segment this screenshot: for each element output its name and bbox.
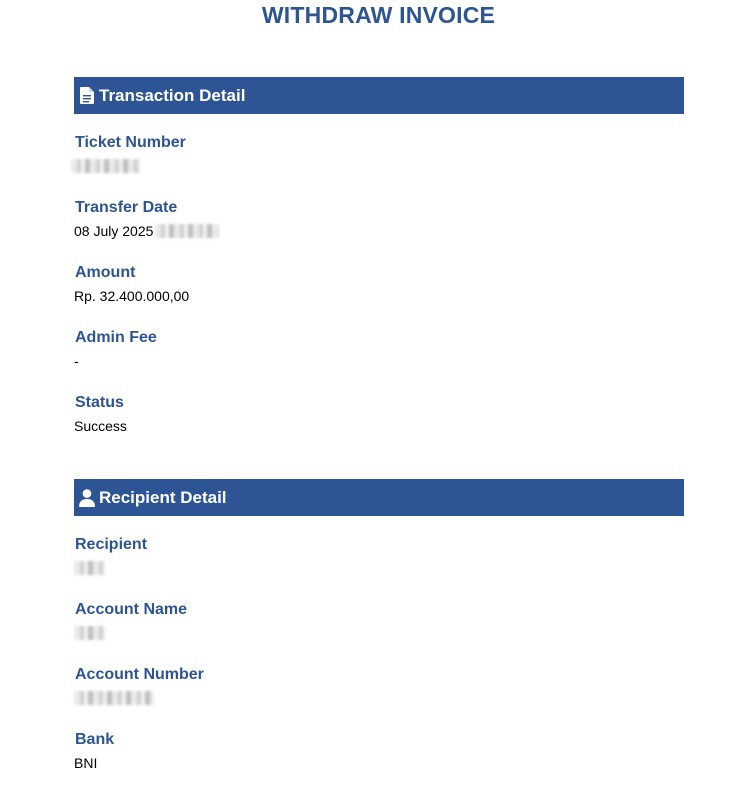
redacted-recipient (74, 561, 106, 575)
account-name-field (74, 601, 674, 641)
bank-value: BNI (74, 755, 98, 771)
transfer-date-label: Transfer Date (75, 199, 178, 216)
account-name-label: Account Name (75, 601, 188, 618)
amount-field (74, 264, 674, 304)
account-number-label: Account Number (75, 666, 204, 683)
user-icon (78, 489, 96, 507)
amount-value: Rp. 32.400.000,00 (74, 288, 190, 304)
redacted-transfer-time (155, 224, 219, 238)
account-name-value (74, 625, 674, 641)
redacted-account-number (74, 691, 154, 705)
transfer-date-text: 08 July 2025 (74, 223, 154, 239)
status-value: Success (74, 418, 127, 434)
admin-fee-value: - (74, 353, 79, 369)
transaction-detail-title: Transaction Detail (99, 85, 246, 105)
transfer-date-field (74, 199, 674, 239)
status-field (74, 394, 674, 434)
recipient-detail-title: Recipient Detail (99, 487, 227, 507)
document-icon (78, 87, 96, 105)
recipient-field (74, 536, 674, 576)
page-title: WITHDRAW INVOICE (261, 2, 496, 28)
recipient-value (74, 560, 674, 576)
status-label: Status (75, 394, 124, 411)
recipient-detail-header (74, 479, 684, 516)
admin-fee-field (74, 329, 674, 369)
transaction-detail-header (74, 77, 684, 114)
redacted-account-name (74, 626, 106, 640)
transfer-date-value (74, 223, 674, 239)
redacted-ticket-number (71, 159, 141, 173)
bank-field (74, 731, 674, 771)
bank-label: Bank (75, 731, 115, 748)
ticket-number-value (74, 158, 674, 174)
admin-fee-label: Admin Fee (75, 329, 157, 346)
recipient-label: Recipient (75, 536, 148, 553)
ticket-number-label: Ticket Number (75, 134, 186, 151)
account-number-value (74, 690, 674, 706)
amount-label: Amount (75, 264, 136, 281)
ticket-number-field (74, 134, 674, 174)
account-number-field (74, 666, 674, 706)
